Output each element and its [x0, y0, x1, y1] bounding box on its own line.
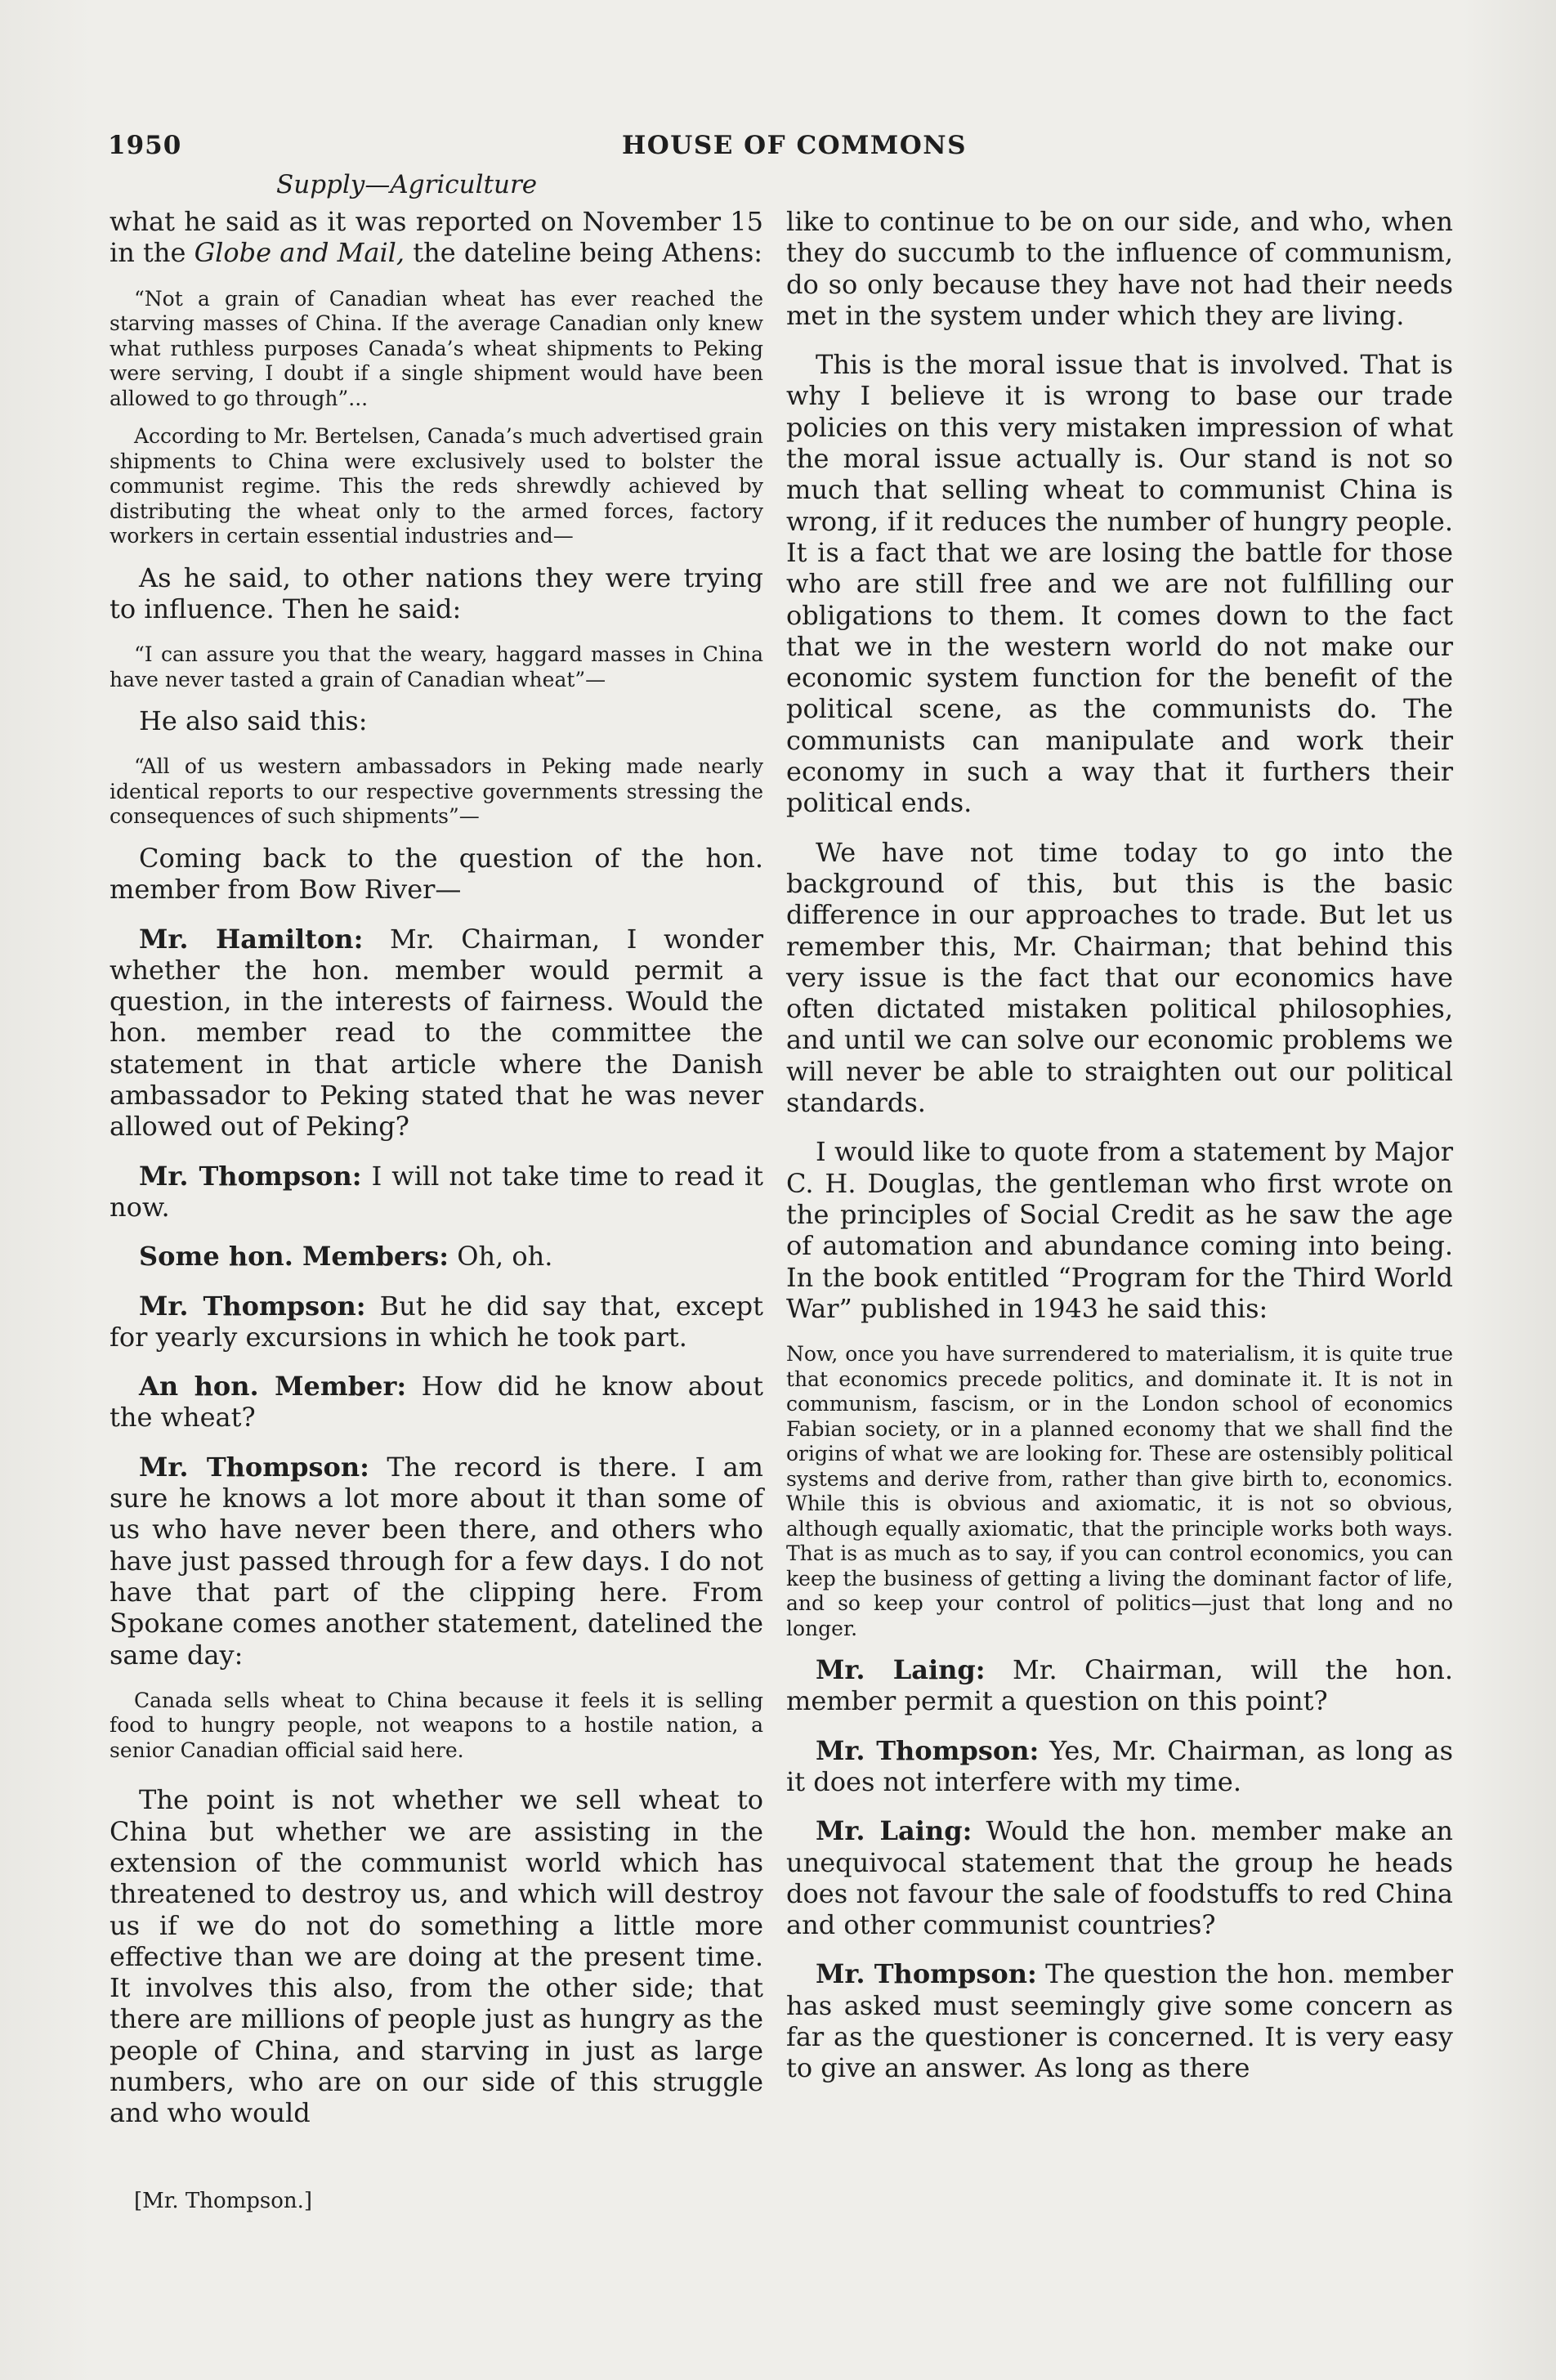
speaker-name: Mr. Hamilton:	[139, 923, 364, 955]
paragraph: Coming back to the question of the hon. member from Bow River—	[110, 842, 763, 906]
speech: Mr. Thompson: But he did say that, except for yearly excursions in which he took part.	[110, 1290, 764, 1353]
paragraph: He also said this:	[139, 705, 368, 737]
speech: An hon. Member: How did he know about the wheat?	[110, 1371, 764, 1434]
page-header-title: HOUSE OF COMMONS	[622, 131, 967, 160]
speech: Mr. Thompson: The record is there. I am sure he knows a lot more about it than some of us who have never been there, and others who have just passed through for a few days. I do not have that part of the clipping here. From Spokane comes another statement, datelined the same day:	[110, 1451, 764, 1671]
speaker-name: Mr. Thompson:	[816, 1958, 1037, 1990]
paragraph: The point is not whether we sell wheat to China but whether we are assisting in the extension of the communist world which has threatened to destroy us, and which will destroy us if we do not do something a little more effective than we are doing at the present time. It involves this also, from the other side; that there are millions of people just as hungry as the people of China, and starving in just as large numbers, who are on our side of this struggle and who would	[110, 1784, 763, 2129]
paragraph: what he said as it was reported on November 15 in the Globe and Mail, the dateline being Athens:	[110, 206, 763, 269]
right-column	[786, 206, 1453, 2102]
paragraph: I would like to quote from a statement by Major C. H. Douglas, the gentleman who first wrote on the principles of Social Credit as he saw the age of automation and abundance coming into being. In the book entitled “Program for the Third World War” published in 1943 he said this:	[786, 1136, 1453, 1324]
speech: Mr. Laing: Would the hon. member make an unequivocal statement that the group he heads does not favour the sale of foodstuffs to red China and other communist countries?	[786, 1815, 1453, 1941]
speaker-name: Mr. Thompson:	[139, 1160, 362, 1192]
speech: Mr. Thompson: The question the hon. member has asked must seemingly give some concern as far as the questioner is concerned. It is very easy to give an answer. As long as there	[786, 1958, 1454, 2084]
newspaper-title: Globe and Mail,	[194, 237, 405, 269]
speaker-name: An hon. Member:	[139, 1371, 407, 1402]
speech: Mr. Thompson: I will not take time to read it now.	[110, 1160, 764, 1223]
speaker-name: Mr. Thompson:	[816, 1734, 1040, 1766]
quotation: Canada sells wheat to China because it feels it is selling food to hungry people, not weapons to a hostile nation, a senior Canadian official said here.	[110, 1688, 763, 1762]
quotation: According to Mr. Bertelsen, Canada’s much advertised grain shipments to China were exclusively used to bolster the communist regime. This the reds shrewdly achieved by distributing the wheat only to the armed forces, factory workers in certain essential industries and—	[110, 424, 763, 548]
speaker-name: Mr. Thompson:	[139, 1451, 369, 1483]
footer-speaker-note: [Mr. Thompson.]	[134, 2189, 313, 2213]
speech: Some hon. Members: Oh, oh.	[139, 1241, 553, 1273]
paragraph: like to continue to be on our side, and who, when they do succumb to the influence of communism, do so only because they have not had their needs met in the system under which they are living.	[786, 206, 1453, 331]
speaker-name: Mr. Laing:	[816, 1815, 972, 1847]
page-number: 1950	[108, 131, 182, 160]
quotation: “Not a grain of Canadian wheat has ever reached the starving masses of China. If the average Canadian only knew what ruthless purposes Canada’s wheat shipments to Peking were serving, I doubt if a single shipment would have been allowed to go through”...	[110, 286, 763, 410]
speaker-name: Mr. Laing:	[816, 1654, 986, 1686]
quotation: Now, once you have surrendered to materialism, it is quite true that economics precede politics, and dominate it. It is not in communism, fascism, or in the London school of economics Fabian society, or in a planned economy that we shall find the origins of what we are looking for. These are ostensibly political systems and derive from, rather than give birth to, economics. While this is obvious and axiomatic, it is not so obvious, although equally axiomatic, that the principle works both ways. That is as much as to say, if you can control economics, you can keep the business of getting a living the dominant factor of life, and so keep your control of politics—just that long and no longer.	[786, 1342, 1453, 1640]
speaker-name: Mr. Thompson:	[139, 1290, 366, 1322]
paragraph: As he said, to other nations they were trying to influence. Then he said:	[110, 561, 763, 624]
quotation: “All of us western ambassadors in Peking made nearly identical reports to our respective governments stressing the consequences of such shipments”—	[110, 754, 763, 829]
paragraph: We have not time today to go into the background of this, but this is the basic difference in our approaches to trade. But let us remember this, Mr. Chairman; that behind this very issue is the fact that our economics have often dictated mistaken political philosophies, and until we can solve our economic problems we will never be able to straighten out our political standards.	[786, 836, 1453, 1119]
speaker-name: Some hon. Members:	[139, 1241, 449, 1273]
speech: Mr. Hamilton: Mr. Chairman, I wonder whether the hon. member would permit a question, in the interests of fairness. Would the hon. member read to the committee the statement in that article where the Danish ambassador to Peking stated that he was never allowed out of Peking?	[110, 923, 764, 1143]
speech: Mr. Thompson: Yes, Mr. Chairman, as long as it does not interfere with my time.	[786, 1734, 1453, 1797]
paragraph: This is the moral issue that is involved. That is why I believe it is wrong to base our trade policies on this very mistaken impression of what the moral issue actually is. Our stand is not so much that selling wheat to communist China is wrong, if it reduces the number of hungry people. It is a fact that we are losing the battle for those who are still free and we are not fulfilling our obligations to them. It comes down to the fact that we in the western world do not make our economic system function for the benefit of the political scene, as the communists do. The communists can manipulate and work their economy in such a way that it furthers their political ends.	[786, 349, 1453, 819]
section-heading: Supply—Agriculture	[276, 170, 538, 199]
speech: Mr. Laing: Mr. Chairman, will the hon. member permit a question on this point?	[786, 1654, 1454, 1717]
left-column	[110, 206, 763, 2147]
quotation: “I can assure you that the weary, haggard masses in China have never tasted a grain of Canadian wheat”—	[110, 642, 763, 691]
